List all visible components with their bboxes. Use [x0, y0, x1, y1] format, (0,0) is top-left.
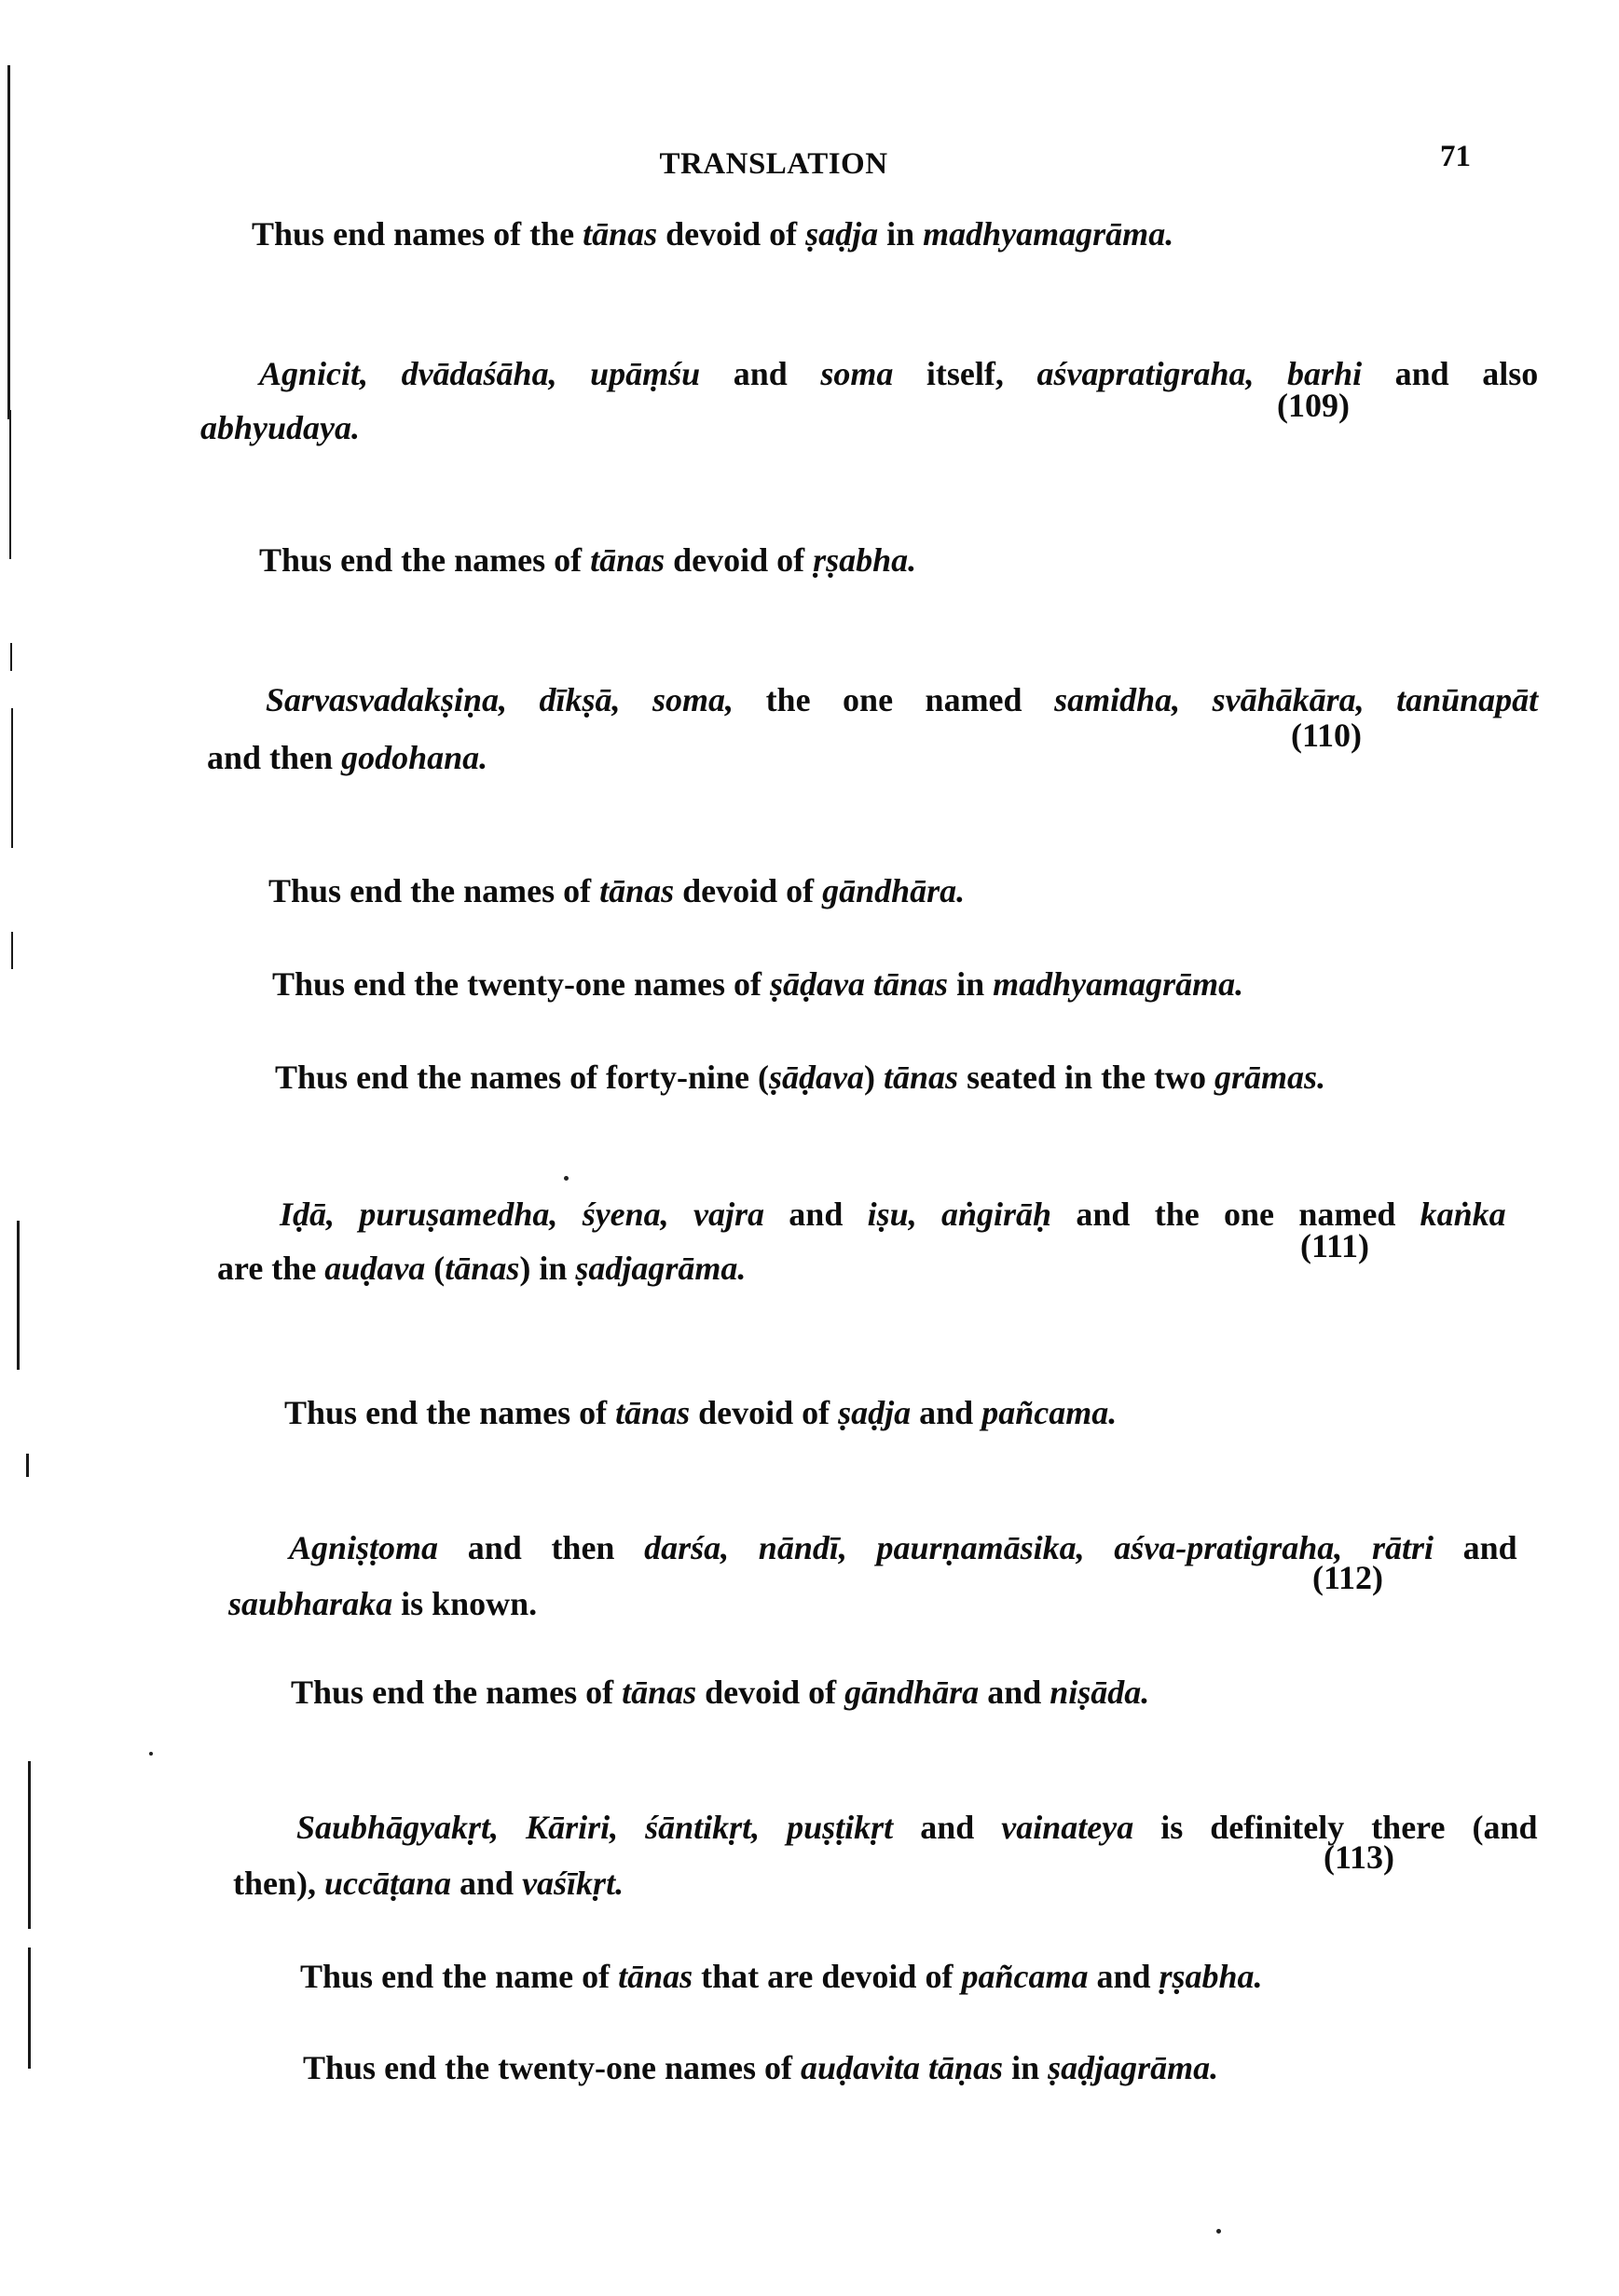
- sanskrit-term: tānas: [884, 1059, 959, 1096]
- text-run: and: [911, 1394, 982, 1431]
- sanskrit-term: madhyamagrāma.: [993, 965, 1244, 1003]
- sanskrit-term: Agnicit, dvādaśāha, upāṃśu: [259, 355, 701, 392]
- text-run: Thus end the twenty-one names of: [303, 2049, 802, 2086]
- sanskrit-term: tānas: [599, 872, 675, 909]
- text-run: and: [700, 355, 821, 392]
- colophon-line: [275, 1058, 1325, 1097]
- text-run: and: [451, 1865, 523, 1902]
- sanskrit-term: niṣāda.: [1050, 1674, 1150, 1711]
- text-run: Thus end the names of: [268, 872, 600, 909]
- sanskrit-term: Saubhāgyakṛt, Kāriri, śāntikṛt, puṣṭikṛt: [296, 1809, 894, 1846]
- sanskrit-term: ṣāḍava: [769, 1059, 865, 1096]
- sanskrit-term: grāmas.: [1214, 1059, 1326, 1096]
- verse-line: [200, 408, 360, 447]
- scanned-page-edge: [0, 0, 56, 2296]
- text-run: ): [864, 1059, 885, 1096]
- text-run: Thus end the names of: [291, 1674, 623, 1711]
- text-run: and the one named: [1051, 1196, 1420, 1233]
- text-run: devoid of: [665, 541, 814, 579]
- sanskrit-term: ṣaḍja: [838, 1394, 912, 1431]
- colophon-line: [291, 1673, 1149, 1712]
- scan-speck: [149, 1752, 153, 1756]
- sanskrit-term: ṛṣabha.: [813, 541, 917, 579]
- text-run: devoid of: [696, 1674, 845, 1711]
- sanskrit-term: vaśīkṛt.: [522, 1865, 624, 1902]
- text-run: and: [1088, 1958, 1159, 1995]
- sanskrit-term: samidha, svāhākāra, tanūnapāt: [1054, 681, 1539, 718]
- sanskrit-term: gāndhāra.: [822, 872, 966, 909]
- verse-number: (110): [1291, 717, 1362, 754]
- sanskrit-term: ṣaḍja: [805, 215, 879, 253]
- colophon-line: [272, 964, 1243, 1004]
- sanskrit-term: tānas: [583, 215, 658, 253]
- running-header: TRANSLATION: [659, 147, 888, 181]
- sanskrit-term: tānas: [445, 1250, 520, 1287]
- sanskrit-term: Agniṣṭoma: [289, 1529, 439, 1566]
- verse-number: (113): [1324, 1838, 1394, 1876]
- sanskrit-term: saubharaka: [228, 1585, 393, 1622]
- sanskrit-term: madhyamagrāma.: [923, 215, 1174, 253]
- sanskrit-term: abhyudaya.: [200, 409, 360, 446]
- text-run: in: [878, 215, 924, 253]
- sanskrit-term: pañcama: [961, 1958, 1089, 1995]
- text-run: and then: [207, 739, 342, 776]
- text-run: Thus end the names of: [284, 1394, 616, 1431]
- sanskrit-term: godohana.: [341, 739, 488, 776]
- verse-number: (111): [1300, 1227, 1370, 1264]
- text-run: (: [425, 1250, 446, 1287]
- colophon-line: [259, 540, 916, 580]
- text-run: that are devoid of: [693, 1958, 962, 1995]
- sanskrit-term: vainateya: [1001, 1809, 1134, 1846]
- text-run: ) in: [519, 1250, 576, 1287]
- scan-speck: [1216, 2229, 1221, 2234]
- sanskrit-term: gāndhāra: [844, 1674, 980, 1711]
- text-run: itself,: [893, 355, 1037, 392]
- text-run: and: [979, 1674, 1050, 1711]
- text-run: in: [1003, 2049, 1049, 2086]
- sanskrit-term: ṣadjagrāma.: [575, 1250, 747, 1287]
- text-run: and then: [438, 1529, 645, 1566]
- verse-number: (109): [1277, 387, 1350, 424]
- text-run: Thus end the names of forty-nine (: [275, 1059, 770, 1096]
- colophon-line: [268, 871, 965, 910]
- sanskrit-term: darśa, nāndī, paurṇamāsika, aśva-pratigraha, rātri: [644, 1529, 1434, 1566]
- text-run: Thus end the names of: [259, 541, 591, 579]
- text-run: and also: [1362, 355, 1539, 392]
- scan-speck: [564, 1176, 569, 1181]
- verse-line: [207, 738, 487, 777]
- text-run: the one named: [734, 681, 1055, 718]
- sanskrit-term: iṣu, aṅgirāḥ: [867, 1196, 1052, 1233]
- text-run: devoid of: [674, 872, 823, 909]
- text-run: Thus end the twenty-one names of: [272, 965, 771, 1003]
- sanskrit-term: Sarvasvadakṣiṇa, dīkṣā, soma,: [266, 681, 734, 718]
- sanskrit-term: uccāṭana: [324, 1865, 452, 1902]
- sanskrit-term: aśvapratigraha, barhi: [1036, 355, 1363, 392]
- sanskrit-term: tānas: [618, 1958, 693, 1995]
- text-run: is known.: [392, 1585, 538, 1622]
- text-run: and: [1433, 1529, 1517, 1566]
- colophon-line: [303, 2048, 1218, 2087]
- colophon-line: [284, 1393, 1117, 1432]
- sanskrit-term: ṣāḍava tānas: [770, 965, 949, 1003]
- sanskrit-term: soma: [820, 355, 894, 392]
- sanskrit-term: ṛṣabha.: [1159, 1958, 1263, 1995]
- text-run: then),: [233, 1865, 324, 1902]
- page-number: 71: [1440, 140, 1471, 173]
- text-run: devoid of: [690, 1394, 839, 1431]
- colophon-line: [252, 214, 1173, 253]
- sanskrit-term: Iḍā, puruṣamedha, śyena, vajra: [280, 1196, 764, 1233]
- text-run: in: [948, 965, 994, 1003]
- text-run: are the: [217, 1250, 325, 1287]
- text-run: is definitely there (and: [1133, 1809, 1538, 1846]
- verse-line: [266, 680, 1538, 719]
- sanskrit-term: tānas: [615, 1394, 691, 1431]
- verse-line: [233, 1864, 624, 1903]
- verse-line: [217, 1249, 746, 1288]
- verse-line: [228, 1584, 537, 1623]
- sanskrit-term: tānas: [622, 1674, 697, 1711]
- text-run: seated in the two: [958, 1059, 1215, 1096]
- text-run: Thus end names of the: [252, 215, 583, 253]
- sanskrit-term: ṣaḍjagrāma.: [1048, 2049, 1219, 2086]
- colophon-line: [300, 1957, 1263, 1996]
- sanskrit-term: pañcama.: [981, 1394, 1118, 1431]
- text-run: and: [763, 1196, 868, 1233]
- sanskrit-term: auḍavita tāṇas: [801, 2049, 1004, 2086]
- text-run: and: [893, 1809, 1002, 1846]
- sanskrit-term: tānas: [590, 541, 665, 579]
- text-run: devoid of: [657, 215, 806, 253]
- verse-number: (112): [1312, 1559, 1383, 1596]
- sanskrit-term: kaṅka: [1420, 1196, 1506, 1233]
- text-run: Thus end the name of: [300, 1958, 619, 1995]
- sanskrit-term: auḍava: [324, 1250, 426, 1287]
